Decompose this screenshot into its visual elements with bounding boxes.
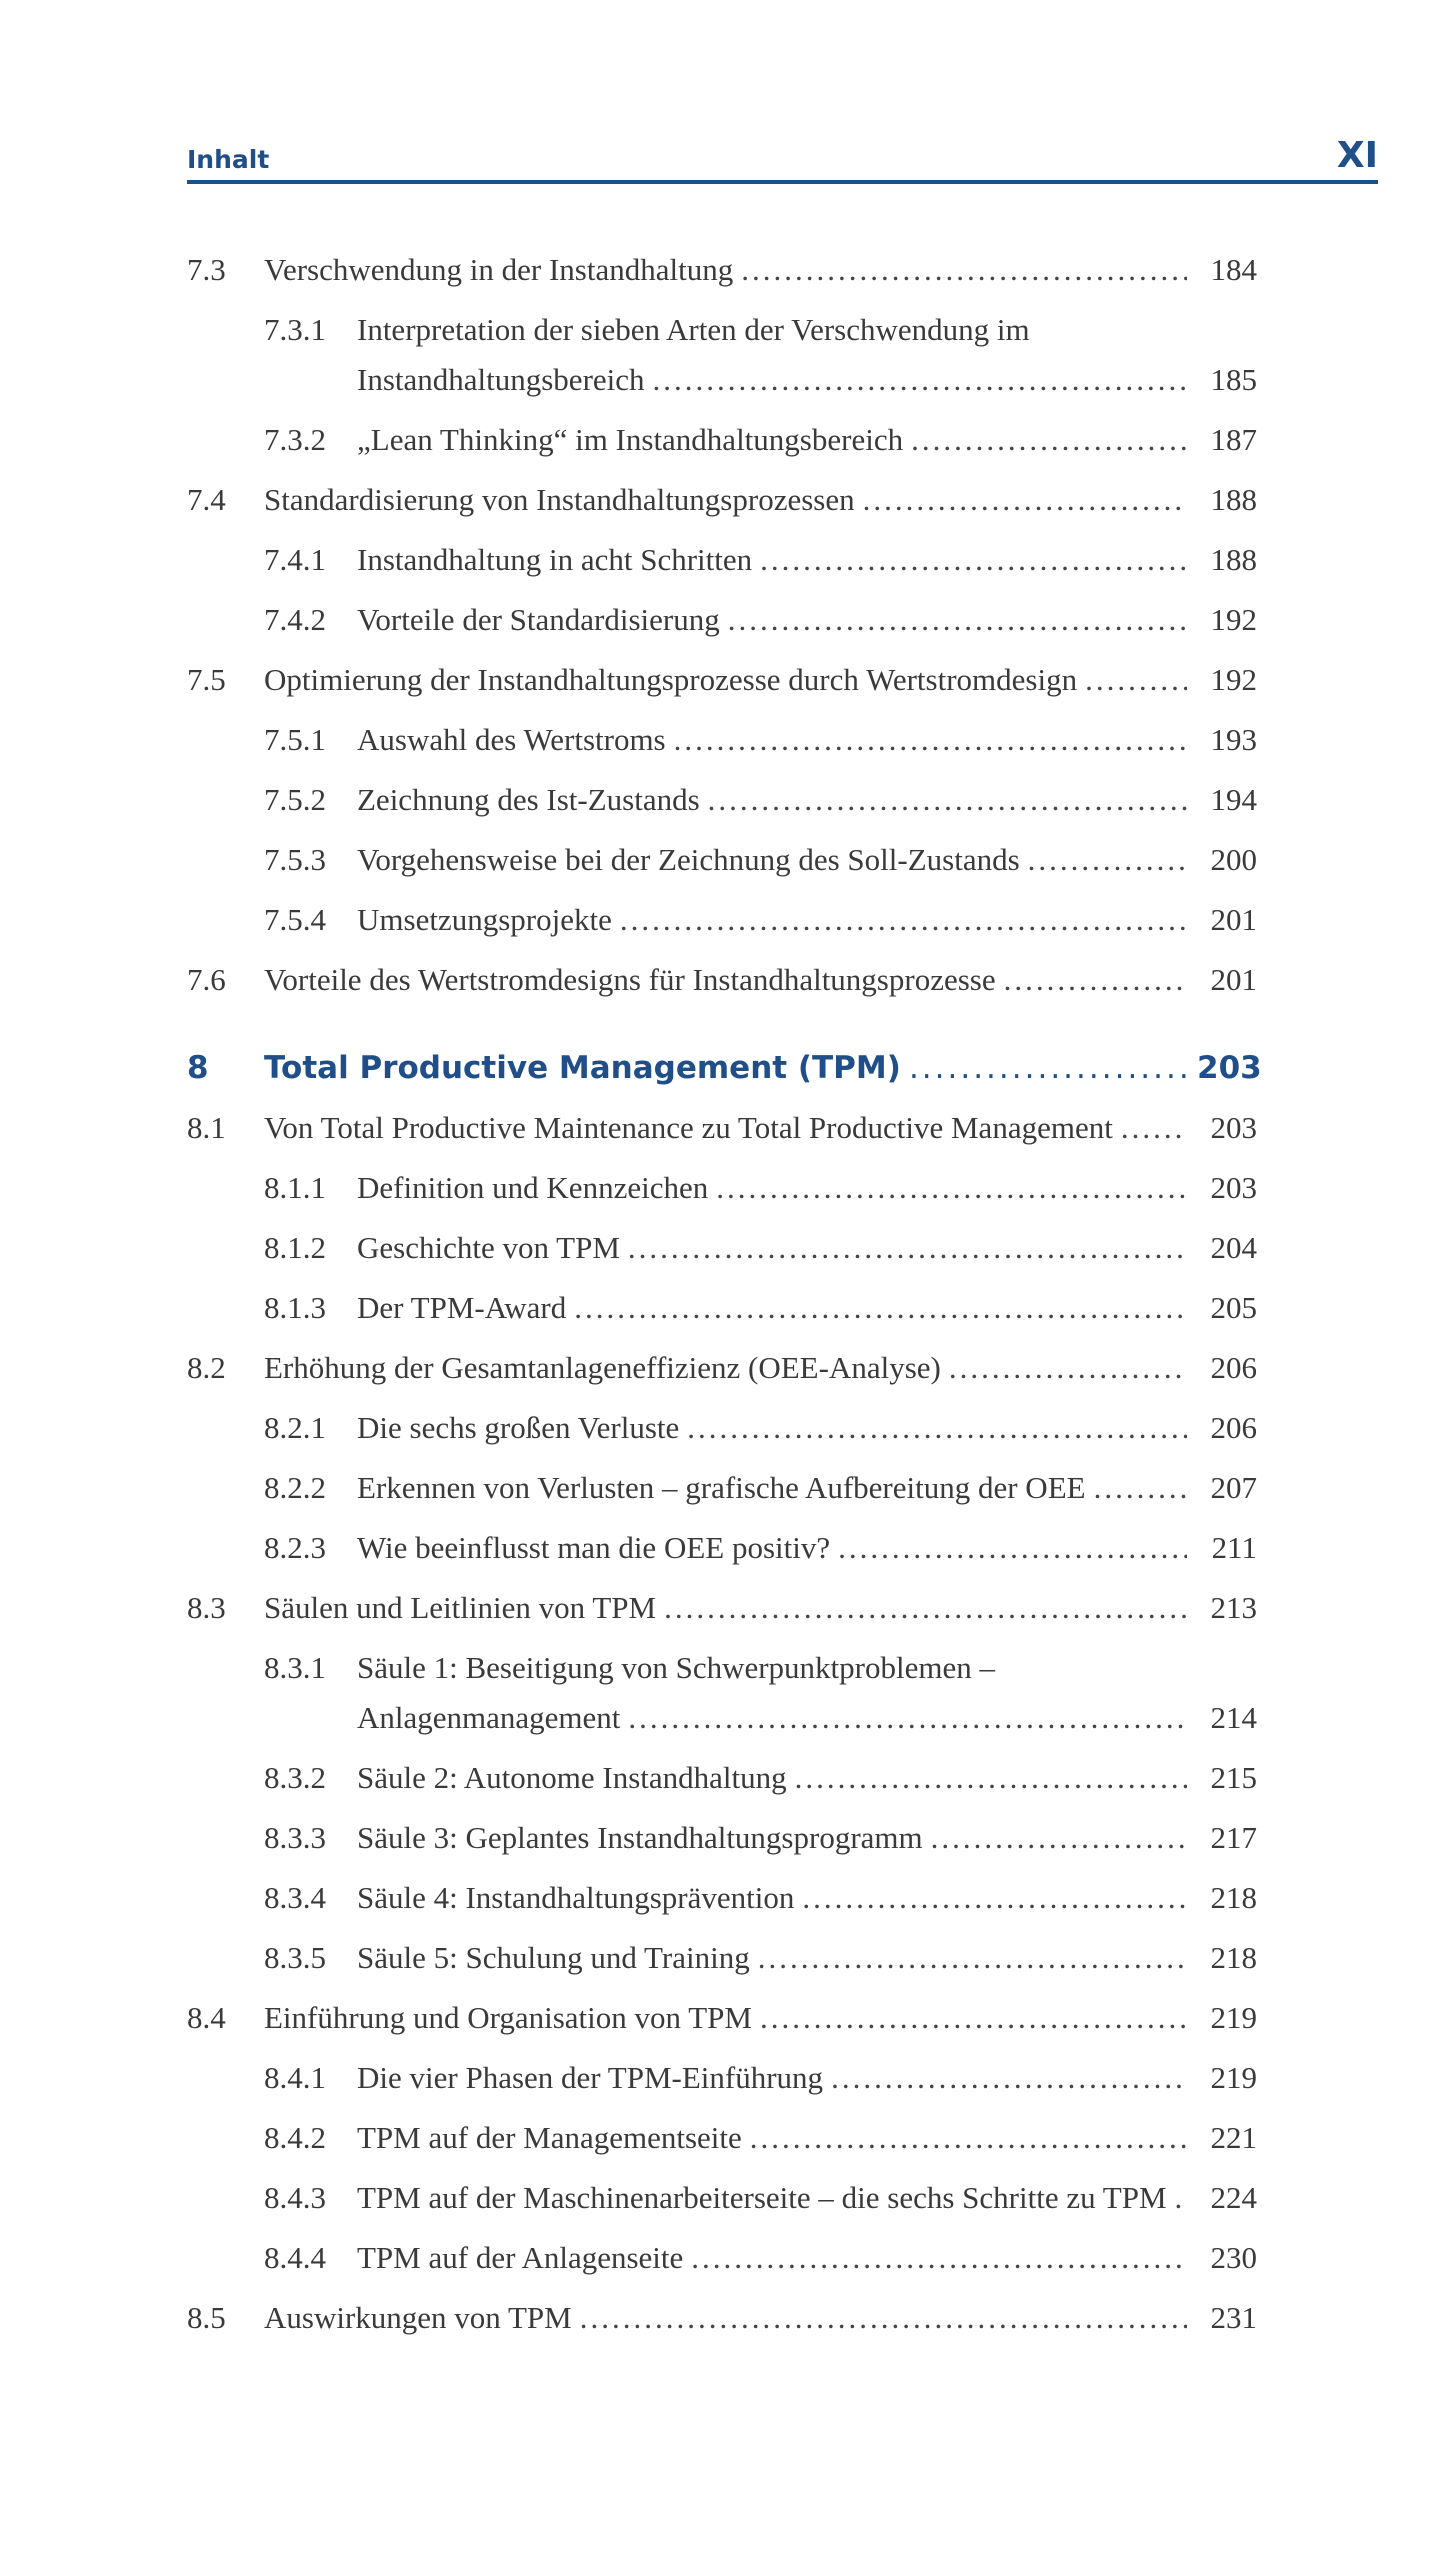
toc-entry-title-line: Vorteile der Standardisierung [357,602,720,637]
toc-entry-page: 213 [1210,1590,1257,1625]
toc-entry-title [357,1933,1187,1983]
toc-leader-dots [949,1343,1187,1393]
toc-entry[interactable] [187,595,1257,645]
toc-entry-title-line: „Lean Thinking“ im Instandhaltungsbereich [357,422,904,457]
toc-entry-page: 204 [1210,1230,1257,1265]
toc-leader-dots [909,1043,1187,1093]
toc-entry-number: 8.4.3 [264,2180,326,2215]
toc-entry-title [357,2113,1187,2163]
toc-entry-page: 201 [1210,902,1257,937]
toc-entry-page: 192 [1210,602,1257,637]
toc-entry-title [357,1223,1187,1273]
toc-leader-dots [628,1693,1187,1743]
toc-entry[interactable] [187,835,1257,885]
toc-entry-page: 203 [1210,1170,1257,1205]
toc-entry[interactable] [187,1163,1257,1213]
toc-entry[interactable] [187,955,1257,1005]
toc-entry-number: 8.1 [187,1110,226,1145]
toc-entry-page: 201 [1210,962,1257,997]
toc-entry-number: 8.3.5 [264,1940,326,1975]
toc-entry-title-line: Anlagenmanagement [357,1700,621,1735]
toc-entry[interactable] [187,475,1257,525]
toc-entry-title-line: Auswirkungen von TPM [264,2300,572,2335]
toc-entry-number: 8.4.2 [264,2120,326,2155]
toc-entry[interactable] [187,535,1257,585]
toc-entry-number: 7.3.1 [264,312,326,347]
toc-entry-number: 8.3.2 [264,1760,326,1795]
toc-entry-title [357,535,1187,585]
toc-leader-dots [628,1223,1187,1273]
toc-entry[interactable] [187,2113,1257,2163]
toc-leader-dots [1094,1463,1187,1513]
toc-entry[interactable] [187,1813,1257,1863]
toc-entry-title-line: Die vier Phasen der TPM-Einführung [357,2060,824,2095]
toc-entry-title [357,775,1187,825]
toc-entry-number: 7.6 [187,962,226,997]
toc-entry-title [357,1523,1187,1573]
toc-entry[interactable] [187,1753,1257,1803]
toc-entry-title-line: Auswahl des Wertstroms [357,722,666,757]
toc-entry-title [357,1643,1187,1743]
toc-entry-title [264,1043,1187,1093]
toc-leader-dots [1175,2173,1187,2223]
toc-entry-title [357,1403,1187,1453]
toc-entry-title [264,475,1187,525]
toc-entry-page: 194 [1210,782,1257,817]
toc-entry-title-line: Optimierung der Instandhaltungsprozesse durch Wertstromdesign [264,662,1078,697]
toc-entry-page: 206 [1210,1410,1257,1445]
toc-entry-number: 8.2 [187,1350,226,1385]
toc-entry[interactable] [187,1523,1257,1573]
toc-entry-title-line: Säule 4: Instandhaltungsprävention [357,1880,795,1915]
toc-entry-title-line: Zeichnung des Ist-Zustands [357,782,700,817]
toc-entry-page: 214 [1210,1700,1257,1735]
toc-entry-title-line: TPM auf der Maschinenarbeiterseite – die sechs Schritte zu TPM [357,2180,1167,2215]
toc-leader-dots [653,355,1187,405]
toc-entry-number: 7.5.1 [264,722,326,757]
toc-entry-title-line: Vorteile des Wertstromdesigns für Instandhaltungsprozesse [264,962,996,997]
toc-entry-title [264,655,1187,705]
toc-entry[interactable] [187,1463,1257,1513]
toc-entry[interactable] [187,305,1257,405]
toc-entry-number: 8.4.1 [264,2060,326,2095]
toc-entry-number: 8.3.3 [264,1820,326,1855]
toc-entry[interactable] [187,245,1257,295]
toc-entry-title [264,1343,1187,1393]
toc-entry-title-line: Einführung und Organisation von TPM [264,2000,752,2035]
toc-entry-page: 203 [1197,1050,1262,1086]
toc-leader-dots [691,2233,1187,2283]
toc-entry-title [264,2293,1187,2343]
toc-entry-title [264,1993,1187,2043]
toc-entry-number: 8.3.4 [264,1880,326,1915]
toc-leader-dots [716,1163,1187,1213]
toc-entry-number: 8.2.1 [264,1410,326,1445]
toc-entry-page: 219 [1210,2000,1257,2035]
toc-entry[interactable] [187,1403,1257,1453]
toc-leader-dots [831,2053,1187,2103]
toc-leader-dots [741,245,1187,295]
toc-entry[interactable] [187,1223,1257,1273]
toc-leader-dots [911,415,1187,465]
toc-entry[interactable] [187,1933,1257,1983]
toc-entry-page: 224 [1210,2180,1257,2215]
toc-entry-title-line: TPM auf der Anlagenseite [357,2240,684,2275]
toc-leader-dots [838,1523,1187,1573]
toc-entry-title-line: Säule 3: Geplantes Instandhaltungsprogramm [357,1820,923,1855]
toc-entry-title-line: Die sechs großen Verluste [357,1410,680,1445]
toc-entry-page: 203 [1210,1110,1257,1145]
toc-leader-dots [1004,955,1187,1005]
toc-leader-dots [931,1813,1187,1863]
toc-entry-page: 188 [1210,542,1257,577]
toc-entry-title-line: Verschwendung in der Instandhaltung [264,252,734,287]
toc-entry-page: 207 [1210,1470,1257,1505]
toc-entry-title [357,895,1187,945]
toc-entry-number: 7.4.1 [264,542,326,577]
toc-entry-number: 8.4 [187,2000,226,2035]
toc-entry-title [357,2053,1187,2103]
toc-entry-number: 7.3 [187,252,226,287]
toc-entry-title [357,1873,1187,1923]
toc-entry-title-line: TPM auf der Managementseite [357,2120,742,2155]
toc-entry-title [264,955,1187,1005]
toc-entry-page: 218 [1210,1940,1257,1975]
toc-entry-number: 8.2.3 [264,1530,326,1565]
toc-entry-number: 8.1.2 [264,1230,326,1265]
toc-leader-dots [802,1873,1187,1923]
toc-entry[interactable] [187,2233,1257,2283]
toc-entry-title [357,715,1187,765]
toc-entry-title-line: Vorgehensweise bei der Zeichnung des Soll-Zustands [357,842,1020,877]
toc-entry[interactable] [187,415,1257,465]
toc-leader-dots [1028,835,1187,885]
toc-entry[interactable] [187,2053,1257,2103]
toc-entry-title [357,1753,1187,1803]
toc-entry-page: 205 [1210,1290,1257,1325]
toc-leader-dots [863,475,1187,525]
toc-entry-title-line: Standardisierung von Instandhaltungsprozessen [264,482,855,517]
toc-entry-page: 187 [1210,422,1257,457]
toc-entry[interactable] [187,655,1257,705]
toc-leader-dots [620,895,1187,945]
toc-entry[interactable] [187,1993,1257,2043]
toc-entry-title [357,595,1187,645]
toc-leader-dots [1085,655,1187,705]
toc-entry-title-line: Interpretation der sieben Arten der Verschwendung im [357,312,1030,347]
toc-entry-page: 218 [1210,1880,1257,1915]
toc-entry-number: 7.5 [187,662,226,697]
toc-entry-number: 8.1.1 [264,1170,326,1205]
toc-chapter-entry[interactable] [187,1043,1262,1093]
toc-entry-title [357,1463,1187,1513]
toc-leader-dots [728,595,1187,645]
toc-entry-number: 7.5.2 [264,782,326,817]
toc-entry-title [357,835,1187,885]
toc-entry-page: 184 [1210,252,1257,287]
toc-entry-page: 211 [1211,1530,1257,1565]
toc-entry-number: 8.3 [187,1590,226,1625]
toc-leader-dots [580,2293,1187,2343]
toc-entry-number: 7.4 [187,482,226,517]
toc-leader-dots [674,715,1187,765]
toc-entry[interactable] [187,715,1257,765]
toc-leader-dots [795,1753,1187,1803]
toc-entry-number: 8 [187,1050,209,1086]
toc-entry-page: 219 [1210,2060,1257,2095]
toc-entry-number: 7.5.4 [264,902,326,937]
toc-entry-title [357,1163,1187,1213]
toc-entry-title [357,415,1187,465]
toc-leader-dots [750,2113,1187,2163]
toc-entry[interactable] [187,775,1257,825]
toc-entry-title-line: Erhöhung der Gesamtanlageneffizienz (OEE-Analyse) [264,1350,941,1385]
toc-entry-title-line: Definition und Kennzeichen [357,1170,709,1205]
toc-entry[interactable] [187,1103,1257,1153]
toc-entry-title-line: Der TPM-Award [357,1290,567,1325]
toc-entry-title [264,1103,1187,1153]
toc-entry[interactable] [187,2293,1257,2343]
toc-entry-page: 215 [1210,1760,1257,1795]
toc-entry-number: 7.5.3 [264,842,326,877]
toc-entry-page: 200 [1210,842,1257,877]
toc-leader-dots [708,775,1187,825]
toc-entry-title [264,245,1187,295]
toc-entry-page: 193 [1210,722,1257,757]
toc-leader-dots [687,1403,1187,1453]
header-page-number: XI [1336,135,1378,176]
toc-leader-dots [760,535,1187,585]
toc-entry-title-line: Geschichte von TPM [357,1230,620,1265]
toc-entry-number: 8.4.4 [264,2240,326,2275]
toc-entry-title-line: Erkennen von Verlusten – grafische Aufbereitung der OEE [357,1470,1086,1505]
toc-entry-title-line: Säulen und Leitlinien von TPM [264,1590,657,1625]
toc-entry[interactable] [187,895,1257,945]
toc-entry-page: 221 [1210,2120,1257,2155]
toc-entry-page: 185 [1210,362,1257,397]
toc-entry-page: 192 [1210,662,1257,697]
toc-entry-number: 8.5 [187,2300,226,2335]
toc-entry-number: 7.4.2 [264,602,326,637]
toc-entry-number: 7.3.2 [264,422,326,457]
toc-leader-dots [760,1993,1187,2043]
toc-entry-page: 231 [1210,2300,1257,2335]
toc-leader-dots [1121,1103,1187,1153]
toc-leader-dots [574,1283,1187,1333]
header-section-title: Inhalt [187,145,270,174]
toc-entry-page: 206 [1210,1350,1257,1385]
toc-entry-page: 188 [1210,482,1257,517]
toc-entry-title [357,2173,1187,2223]
toc-leader-dots [758,1933,1187,1983]
toc-entry-number: 8.1.3 [264,1290,326,1325]
toc-entry-title-line: Säule 1: Beseitigung von Schwerpunktproblemen – [357,1650,995,1685]
toc-entry[interactable] [187,1643,1257,1743]
toc-entry-title [357,2233,1187,2283]
toc-entry-title-line: Instandhaltung in acht Schritten [357,542,753,577]
toc-entry-title [357,305,1187,405]
toc-entry-title [357,1813,1187,1863]
toc-entry-title-line: Instandhaltungsbereich [357,362,645,397]
toc-entry-title-line: Wie beeinflusst man die OEE positiv? [357,1530,831,1565]
toc-entry-title-line: Säule 5: Schulung und Training [357,1940,750,1975]
toc-entry-title [357,1283,1187,1333]
toc-entry[interactable] [187,1583,1257,1633]
toc-entry-title-line: Total Productive Management (TPM) [264,1050,901,1086]
toc-entry-number: 8.3.1 [264,1650,326,1685]
toc-entry-title [264,1583,1187,1633]
toc-entry-title-line: Umsetzungsprojekte [357,902,612,937]
toc-entry-title-line: Säule 2: Autonome Instandhaltung [357,1760,787,1795]
toc-entry-number: 8.2.2 [264,1470,326,1505]
toc-leader-dots [664,1583,1187,1633]
toc-entry[interactable] [187,1343,1257,1393]
toc-entry-page: 217 [1210,1820,1257,1855]
toc-entry-title-line: Von Total Productive Maintenance zu Total Productive Management [264,1110,1113,1145]
toc-entry[interactable] [187,2173,1257,2223]
toc-entry[interactable] [187,1873,1257,1923]
toc-entry[interactable] [187,1283,1257,1333]
toc-entry-page: 230 [1210,2240,1257,2275]
page-header [187,128,1378,184]
